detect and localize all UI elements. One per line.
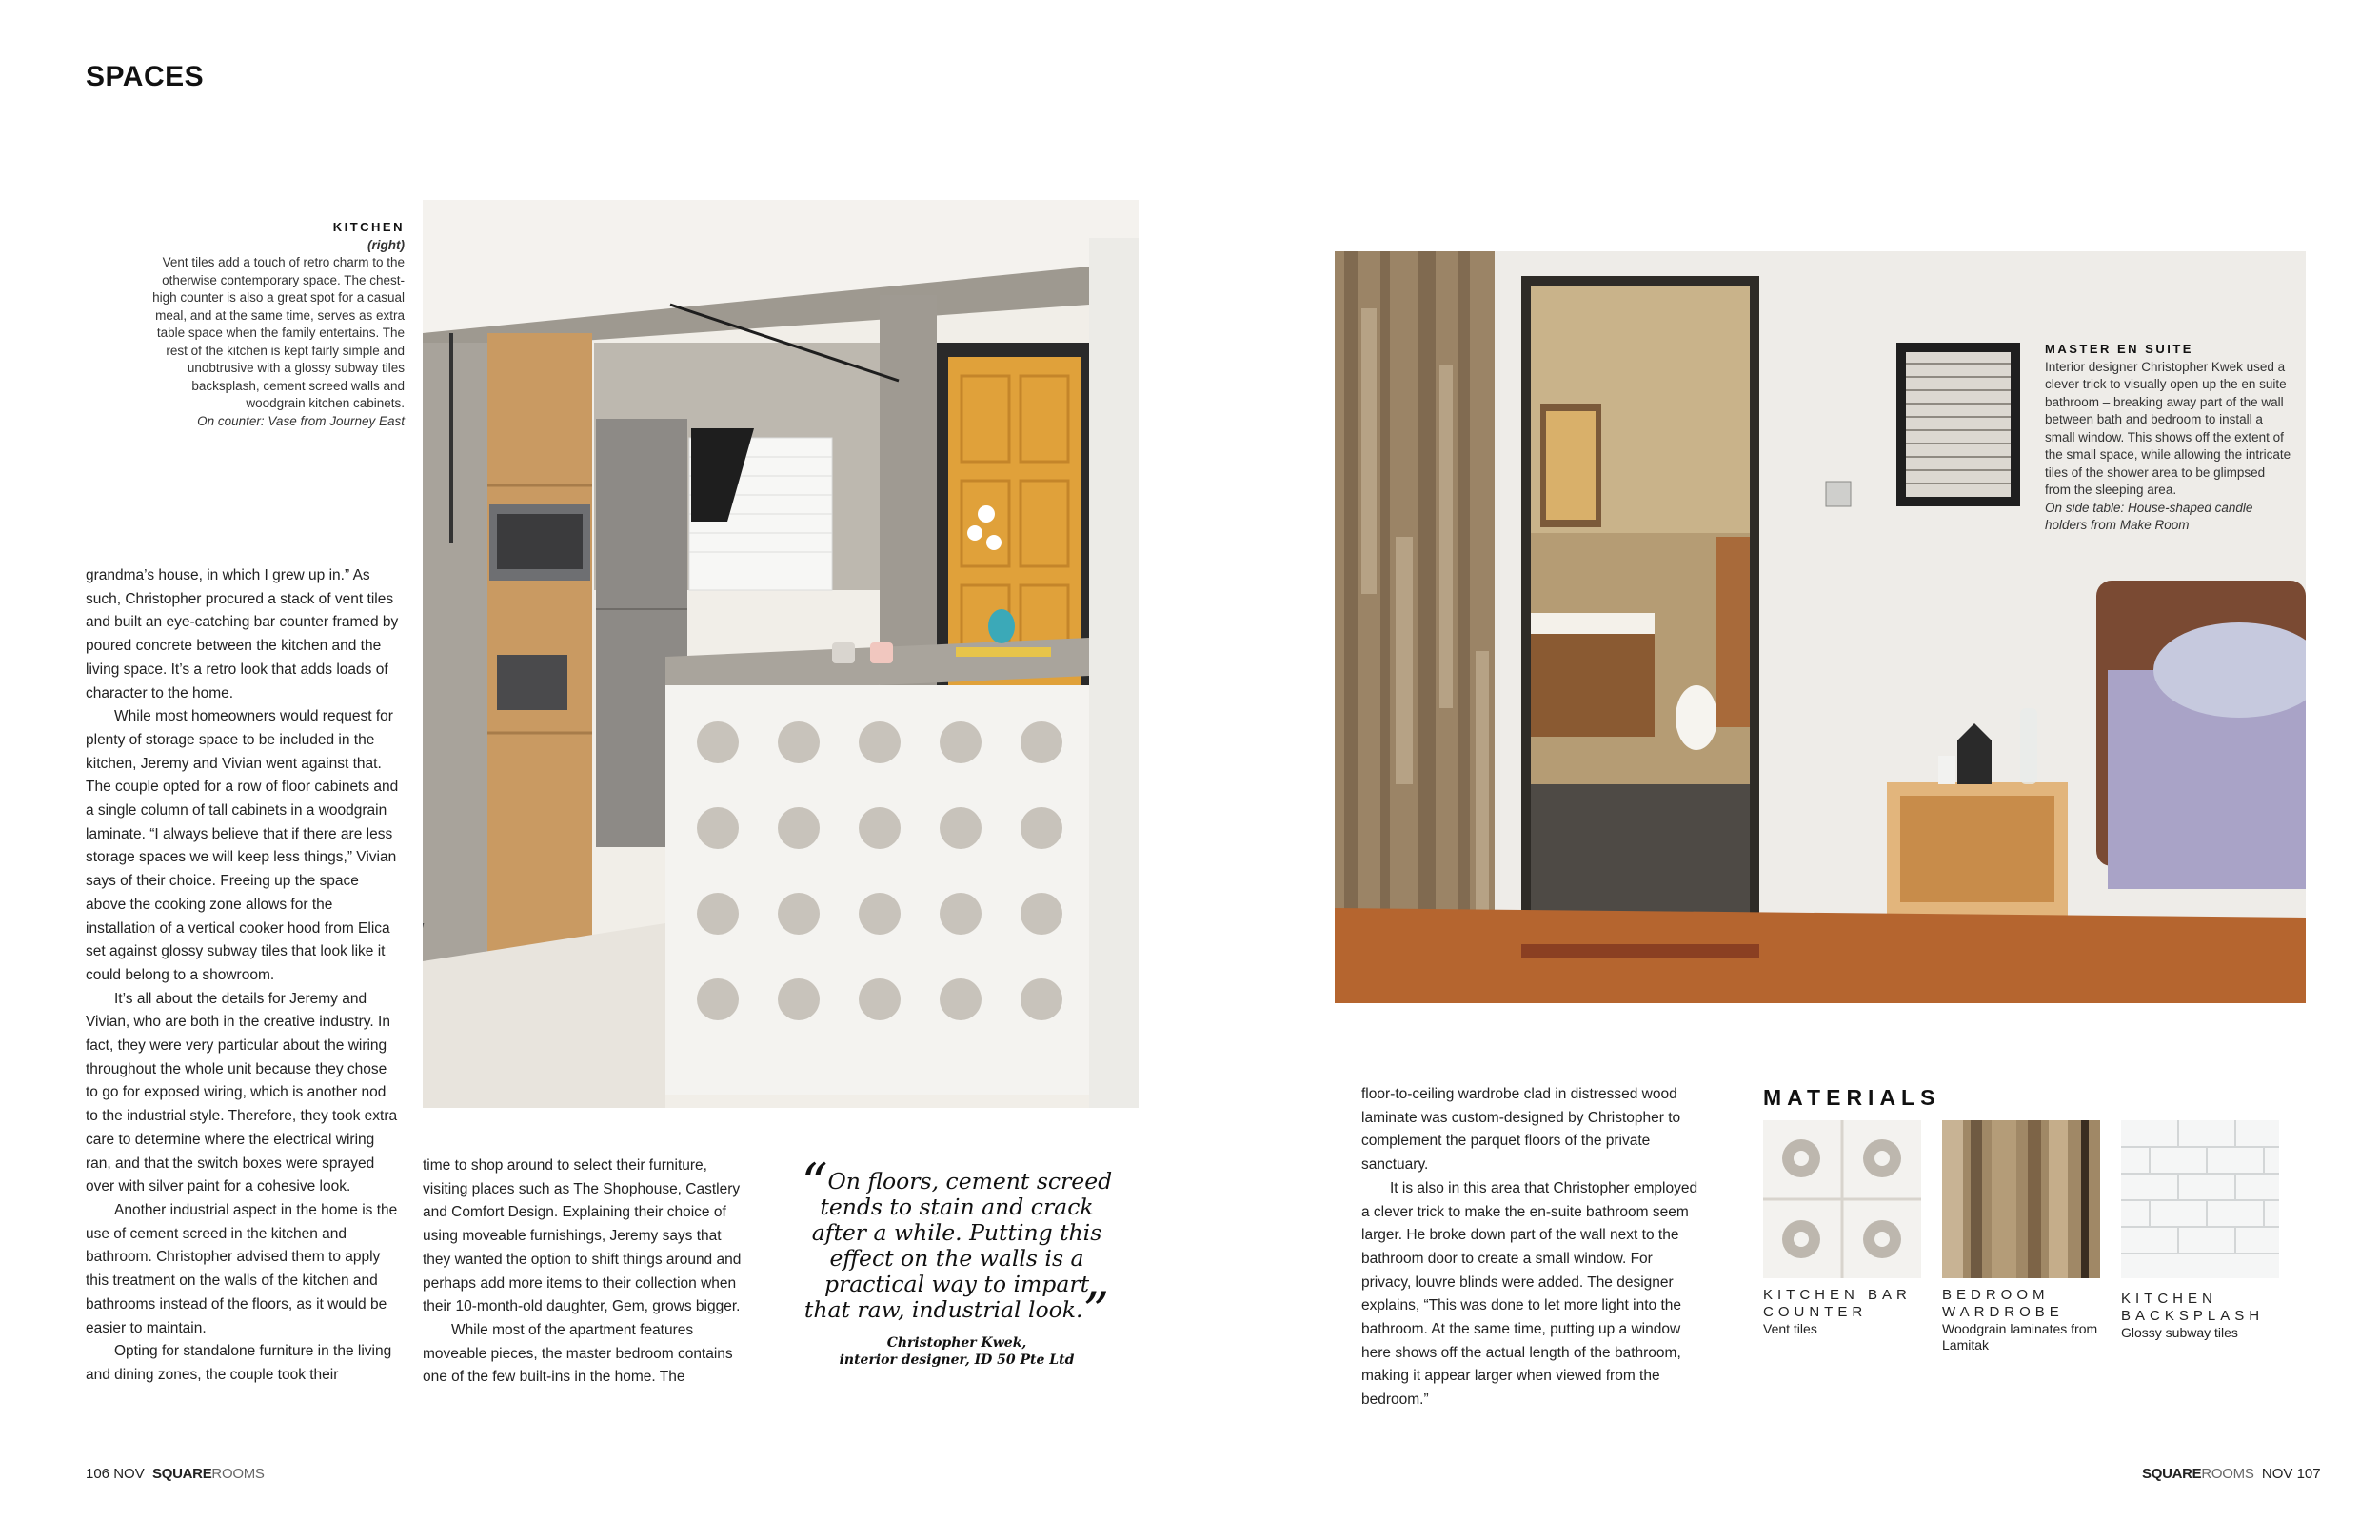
subway-tile-swatch-image <box>2121 1120 2279 1278</box>
material-kitchen-backsplash <box>2121 1291 2292 1341</box>
pull-quote-author: Christopher Kwek, <box>886 1335 1027 1351</box>
body-column-1 <box>86 564 400 1388</box>
body-column-2 <box>423 1155 746 1390</box>
wood-laminate-swatch <box>1942 1120 2100 1278</box>
kitchen-caption-credit: On counter: Vase from Journey East <box>197 413 405 428</box>
pull-quote <box>800 1153 1114 1369</box>
pull-quote-attribution <box>800 1334 1114 1369</box>
kitchen-caption-subheading: (right) <box>367 237 405 252</box>
paragraph: time to shop around to select their furniture, visiting places such as The Shophouse, Castlery and Comfort Design. Explaining their choice of using moveable furnishings, Jeremy says that they wanted the option to shift things around and perhaps add more items to their collection when their 10-month-old daughter, Gem, grows bigger. <box>423 1157 742 1315</box>
footer-left <box>86 1466 265 1482</box>
magazine-logo-right <box>2142 1466 2254 1482</box>
materials-title: MATERIALS <box>1763 1085 1941 1110</box>
paragraph: grandma’s house, in which I grew up in.” As such, Christopher procured a stack of vent tiles and built an eye-catching bar counter framed by poured concrete between the kitchen and the living space. It’s a retro look that adds loads of character to the home. <box>86 567 399 701</box>
kitchen-caption <box>143 219 405 430</box>
material-label: BEDROOM WARDROBE <box>1942 1287 2064 1320</box>
paragraph: While most of the apartment features moveable pieces, the master bedroom contains one of the few built-ins in the home. The <box>423 1321 733 1386</box>
vent-tile-swatch <box>1763 1120 1921 1278</box>
material-label: KITCHEN BACKSPLASH <box>2121 1291 2265 1324</box>
open-quote-mark: “ <box>801 1153 828 1213</box>
section-title: SPACES <box>86 61 205 92</box>
kitchen-caption-body: Vent tiles add a touch of retro charm to the otherwise contemporary space. The chest-high counter is also a great spot for a casual meal, and at the same time, serves as extra table space when the family entertains. The rest of the kitchen is kept fairly simple and unobtrusive with a glossy subway tiles backsplash, cement screed walls and woodgrain kitchen cabinets. <box>152 255 405 410</box>
paragraph: Opting for standalone furniture in the living and dining zones, the couple took their <box>86 1343 392 1383</box>
suite-caption-heading: MASTER EN SUITE <box>2045 342 2193 356</box>
pull-quote-role: interior designer, ID 50 Pte Ltd <box>839 1352 1075 1368</box>
material-description: Vent tiles <box>1763 1321 1817 1336</box>
page-number-left: 106 NOV <box>86 1466 145 1482</box>
logo-bold: SQUARE <box>2142 1466 2202 1482</box>
kitchen-photo-illustration <box>423 200 1139 1108</box>
paragraph: floor-to-ceiling wardrobe clad in distressed wood laminate was custom-designed by Christopher to complement the parquet floors of the private sanctuary. <box>1361 1086 1681 1174</box>
paragraph: It is also in this area that Christopher employed a clever trick to make the en-suite bathroom seem larger. He broke down part of the wall next to the bathroom door to create a small window. For privacy, louvre blinds were added. The designer explains, “This was done to let more light into the bathroom. At the same time, putting up a window here shows off the actual length of the bathroom, making it appear larger when viewed from the bedroom.” <box>1361 1179 1698 1409</box>
body-column-3 <box>1361 1083 1704 1412</box>
material-description: Glossy subway tiles <box>2121 1325 2238 1340</box>
subway-tile-swatch <box>2121 1120 2279 1278</box>
material-description: Woodgrain laminates from Lamitak <box>1942 1321 2098 1352</box>
kitchen-caption-heading: KITCHEN <box>332 220 405 234</box>
suite-caption-body: Interior designer Christopher Kwek used a clever trick to visually open up the en suite bathroom – breaking away part of the wall between bath and bedroom to install a small window. This shows off the extent of the small space, while allowing the intricate tiles of the shower area to be glimpsed from the sleeping area. <box>2045 359 2291 497</box>
kitchen-photo <box>423 200 1139 1108</box>
magazine-logo-left <box>152 1466 265 1482</box>
suite-caption-credit: On side table: House-shaped candle holders from Make Room <box>2045 500 2253 532</box>
page-number-right: NOV 107 <box>2261 1466 2321 1482</box>
material-bedroom-wardrobe <box>1942 1287 2113 1353</box>
vent-tile-swatch-image <box>1763 1120 1921 1278</box>
material-kitchen-bar-counter <box>1763 1287 1934 1337</box>
logo-bold: SQUARE <box>152 1466 212 1482</box>
pull-quote-text: On floors, cement screed tends to stain and crack after a while. Putting this effect on the walls is a practical way to impart that raw, industrial look. <box>803 1168 1113 1323</box>
paragraph: It’s all about the details for Jeremy and Vivian, who are both in the creative industry. In fact, they were very particular about the wiring throughout the whole unit because they chose to go for exposed wiring, which is another nod to the industrial style. Therefore, they took extra care to determine where the electrical wiring ran, and that the switch boxes were sprayed over with silver paint for a cohesive look. <box>86 990 398 1195</box>
close-quote-mark: ” <box>1082 1281 1110 1341</box>
paragraph: Another industrial aspect in the home is the use of cement screed in the kitchen and bathroom. Christopher advised them to apply this treatment on the walls of the kitchen and bathrooms instead of the floors, as it would be easier to maintain. <box>86 1201 398 1336</box>
paragraph: While most homeowners would request for plenty of storage space to be included in the kitchen, Jeremy and Vivian went against that. The couple opted for a row of floor cabinets and a single column of tall cabinets in a woodgrain laminate. “I always believe that if there are less storage spaces we will keep less things,” Vivian says of their choice. Freeing up the space above the cooking zone allows for the installation of a vertical cooker hood from Elica set against glossy subway tiles that look like it could belong to a showroom. <box>86 708 399 983</box>
suite-caption <box>2045 341 2292 535</box>
wood-laminate-swatch-image <box>1942 1120 2100 1278</box>
logo-thin: ROOMS <box>2201 1466 2254 1482</box>
material-label: KITCHEN BAR COUNTER <box>1763 1287 1912 1320</box>
pull-quote-text-block <box>800 1153 1114 1341</box>
footer-right <box>2142 1466 2321 1482</box>
logo-thin: ROOMS <box>211 1466 265 1482</box>
